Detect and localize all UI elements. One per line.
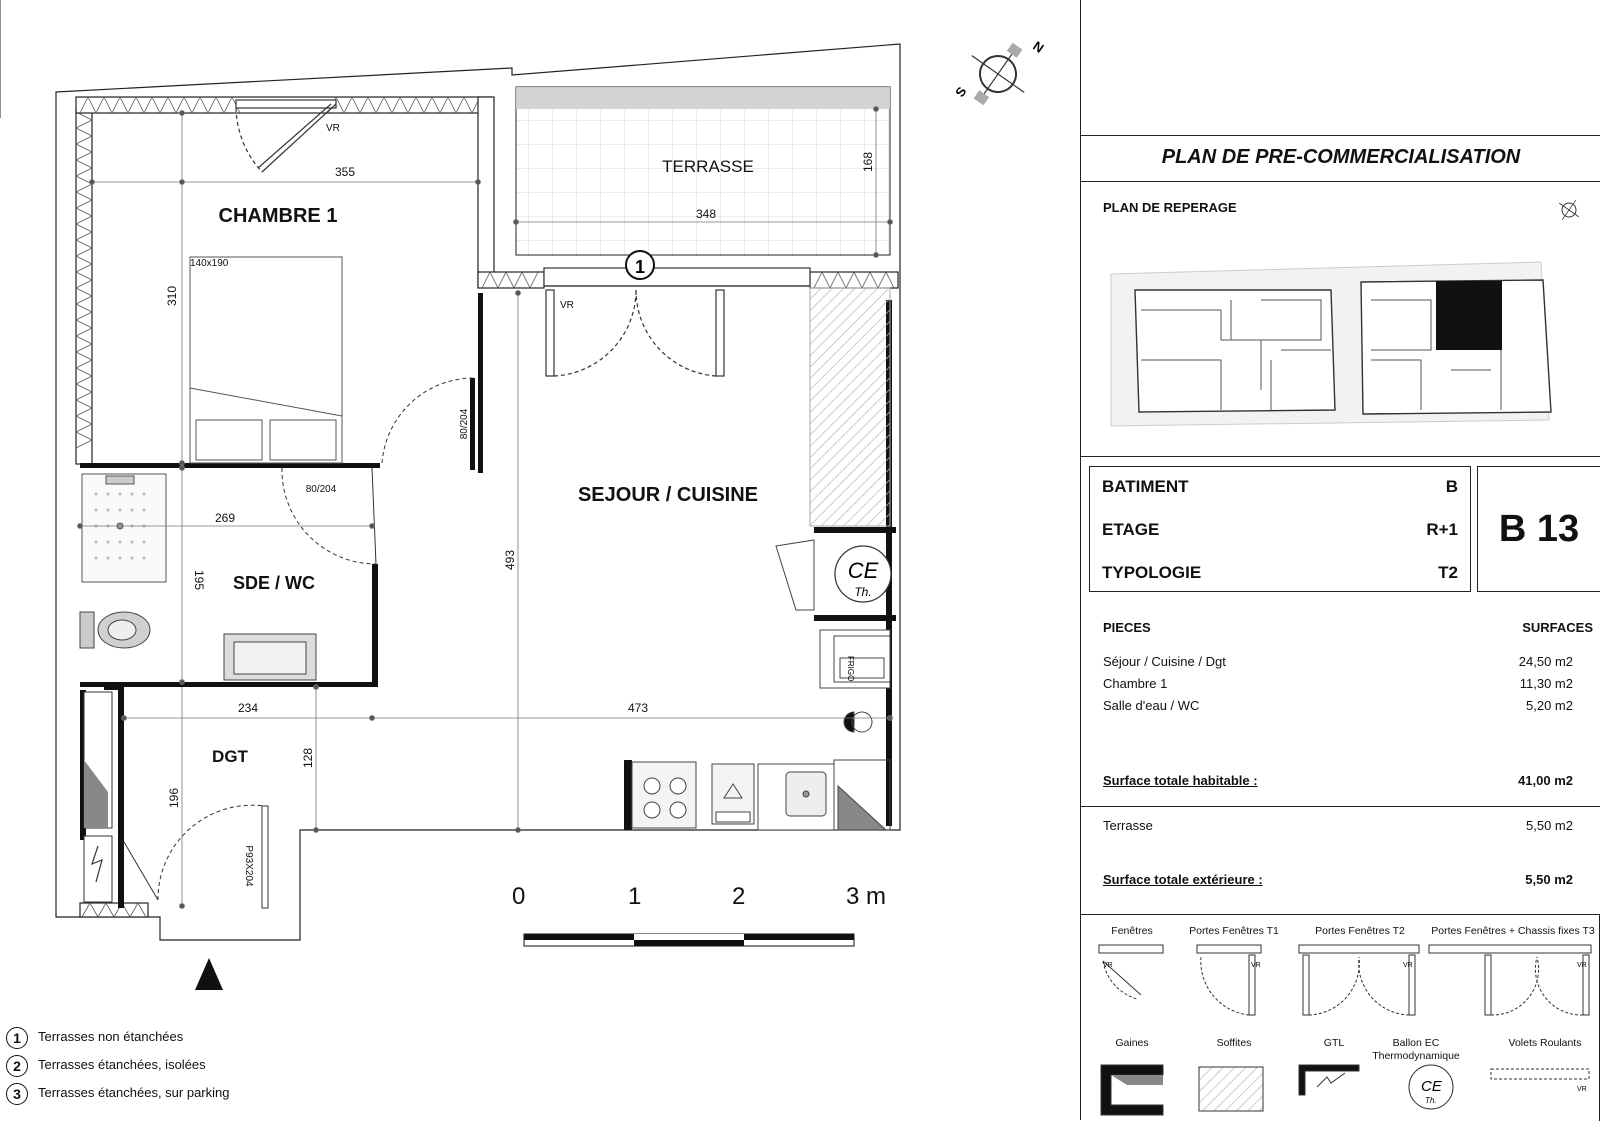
terrasse-row bbox=[1103, 818, 1573, 833]
total-habitable bbox=[1103, 773, 1573, 788]
room-dgt: DGT bbox=[212, 747, 248, 766]
legend-symbols bbox=[1081, 915, 1599, 1121]
scale-bar bbox=[524, 934, 854, 946]
surface-row bbox=[1103, 676, 1573, 691]
sejour-door bbox=[544, 268, 810, 376]
note-1 bbox=[6, 1026, 229, 1054]
note-3-num: 3 bbox=[6, 1083, 28, 1105]
legend-pf-t1: Portes Fenêtres T1 bbox=[1189, 925, 1279, 937]
dim-196: 196 bbox=[167, 787, 181, 809]
scale-label-2: 2 bbox=[732, 883, 746, 910]
frigo-label: FRIGO bbox=[846, 656, 855, 682]
room-chambre: CHAMBRE 1 bbox=[218, 205, 338, 227]
legend-fenetres: Fenêtres bbox=[1111, 925, 1153, 937]
room-sde: SDE / WC bbox=[232, 573, 316, 593]
scale-label-1: 1 bbox=[628, 883, 642, 910]
info-batiment-label: BATIMENT bbox=[1102, 477, 1189, 496]
total-exterieure-value: 5,50 m2 bbox=[1525, 872, 1573, 887]
ce-label: CE bbox=[847, 558, 879, 583]
terrace-marker bbox=[626, 251, 654, 279]
legend-vr-5: VR bbox=[1577, 1086, 1587, 1093]
surface-value: 5,20 m2 bbox=[1526, 698, 1573, 713]
dim-269: 269 bbox=[214, 511, 236, 525]
dim-355: 355 bbox=[334, 165, 356, 179]
terrace-notes bbox=[6, 1026, 229, 1110]
ce-sublabel: Th. bbox=[854, 585, 872, 599]
dim-493: 493 bbox=[503, 549, 517, 571]
legend-ballon: Ballon EC Thermodynamique bbox=[1372, 1037, 1460, 1062]
compass-small-icon bbox=[1552, 193, 1585, 226]
info-etage bbox=[1102, 520, 1458, 540]
legend-ce-sublabel: Th. bbox=[1425, 1096, 1437, 1105]
dim-195: 195 bbox=[192, 569, 206, 591]
vanity bbox=[224, 634, 316, 680]
total-exterieure-label: Surface totale extérieure : bbox=[1103, 872, 1263, 887]
pieces-header: PIECES bbox=[1103, 620, 1151, 635]
surface-value: 24,50 m2 bbox=[1518, 654, 1573, 669]
panel-title: PLAN DE PRE-COMMERCIALISATION bbox=[1161, 146, 1521, 168]
info-box bbox=[1089, 466, 1471, 592]
legend-ce-label: CE bbox=[1421, 1078, 1442, 1095]
note-2 bbox=[6, 1054, 229, 1082]
note-3-text: Terrasses étanchées, sur parking bbox=[38, 1085, 230, 1100]
info-batiment bbox=[1102, 477, 1458, 497]
toilet bbox=[80, 612, 150, 648]
note-3 bbox=[6, 1082, 229, 1110]
compass-n: N bbox=[1030, 38, 1047, 56]
terrasse-label: Terrasse bbox=[1103, 818, 1153, 833]
entry-arrow bbox=[195, 958, 223, 990]
legend-volets: Volets Roulants bbox=[1508, 1037, 1582, 1049]
note-1-text: Terrasses non étanchées bbox=[38, 1029, 184, 1044]
info-batiment-value: B bbox=[1445, 477, 1458, 496]
surfaces-header: SURFACES bbox=[1522, 620, 1593, 635]
lot-highlight bbox=[1436, 281, 1502, 350]
surface-label: Salle d'eau / WC bbox=[1103, 698, 1200, 713]
dim-473: 473 bbox=[627, 701, 649, 715]
info-etage-label: ETAGE bbox=[1102, 520, 1160, 539]
legend-vr-3: VR bbox=[1403, 962, 1413, 969]
compass-s: S bbox=[952, 84, 970, 100]
surface-label: Chambre 1 bbox=[1103, 676, 1168, 691]
bed-size: 140x190 bbox=[190, 258, 229, 269]
legend-vr-2: VR bbox=[1251, 962, 1261, 969]
dim-80-204-b: 80/204 bbox=[305, 484, 337, 495]
scale-label-3: 3 m bbox=[846, 883, 887, 910]
plan-reperage-label: PLAN DE REPERAGE bbox=[1103, 200, 1237, 215]
terrasse-value: 5,50 m2 bbox=[1526, 818, 1573, 833]
ce-ballon-symbol bbox=[776, 540, 891, 610]
note-2-num: 2 bbox=[6, 1055, 28, 1077]
legend bbox=[1081, 914, 1600, 1121]
legend-pf-t3: Portes Fenêtres + Chassis fixes T3 bbox=[1431, 925, 1595, 937]
surface-label: Séjour / Cuisine / Dgt bbox=[1103, 654, 1226, 669]
scale-label-0: 0 bbox=[512, 883, 526, 910]
info-typologie-label: TYPOLOGIE bbox=[1102, 563, 1202, 582]
terrace-marker-label: 1 bbox=[634, 257, 646, 277]
bed bbox=[190, 257, 342, 463]
dim-168: 168 bbox=[861, 151, 875, 173]
legend-vr-1: VR bbox=[1103, 962, 1113, 969]
info-panel bbox=[1080, 0, 1600, 1120]
dim-234: 234 bbox=[237, 701, 259, 715]
note-2-text: Terrasses étanchées, isolées bbox=[38, 1057, 206, 1072]
total-habitable-label: Surface totale habitable : bbox=[1103, 773, 1258, 788]
total-exterieure bbox=[1103, 872, 1573, 887]
surface-value: 11,30 m2 bbox=[1519, 676, 1573, 691]
lot-code: B 13 bbox=[1477, 466, 1600, 592]
dim-348: 348 bbox=[695, 207, 717, 221]
shower bbox=[82, 474, 166, 582]
dim-128: 128 bbox=[301, 747, 315, 769]
site-plan bbox=[1081, 0, 1600, 460]
legend-vr-4: VR bbox=[1577, 962, 1587, 969]
vr-sejour: VR bbox=[560, 300, 574, 311]
surface-row bbox=[1103, 654, 1573, 669]
info-typologie-value: T2 bbox=[1438, 563, 1458, 582]
legend-soffites: Soffites bbox=[1216, 1037, 1252, 1049]
dgt-gaine bbox=[84, 692, 112, 902]
info-etage-value: R+1 bbox=[1426, 520, 1458, 539]
vr-chambre: VR bbox=[326, 123, 340, 134]
legend-gtl: GTL bbox=[1323, 1037, 1345, 1049]
dim-80-204-a: 80/204 bbox=[459, 408, 470, 440]
legend-pf-t2: Portes Fenêtres T2 bbox=[1315, 925, 1405, 937]
surface-row bbox=[1103, 698, 1573, 713]
info-typologie bbox=[1102, 563, 1458, 583]
compass-icon bbox=[952, 28, 1043, 120]
room-sejour: SEJOUR / CUISINE bbox=[577, 484, 759, 506]
legend-gaines: Gaines bbox=[1115, 1037, 1149, 1049]
total-habitable-value: 41,00 m2 bbox=[1518, 773, 1573, 788]
door-p93: P93X204 bbox=[243, 845, 254, 887]
note-1-num: 1 bbox=[6, 1027, 28, 1049]
room-terrasse: TERRASSE bbox=[662, 157, 754, 176]
chambre-door-swing bbox=[282, 378, 474, 564]
dim-310: 310 bbox=[165, 285, 179, 307]
